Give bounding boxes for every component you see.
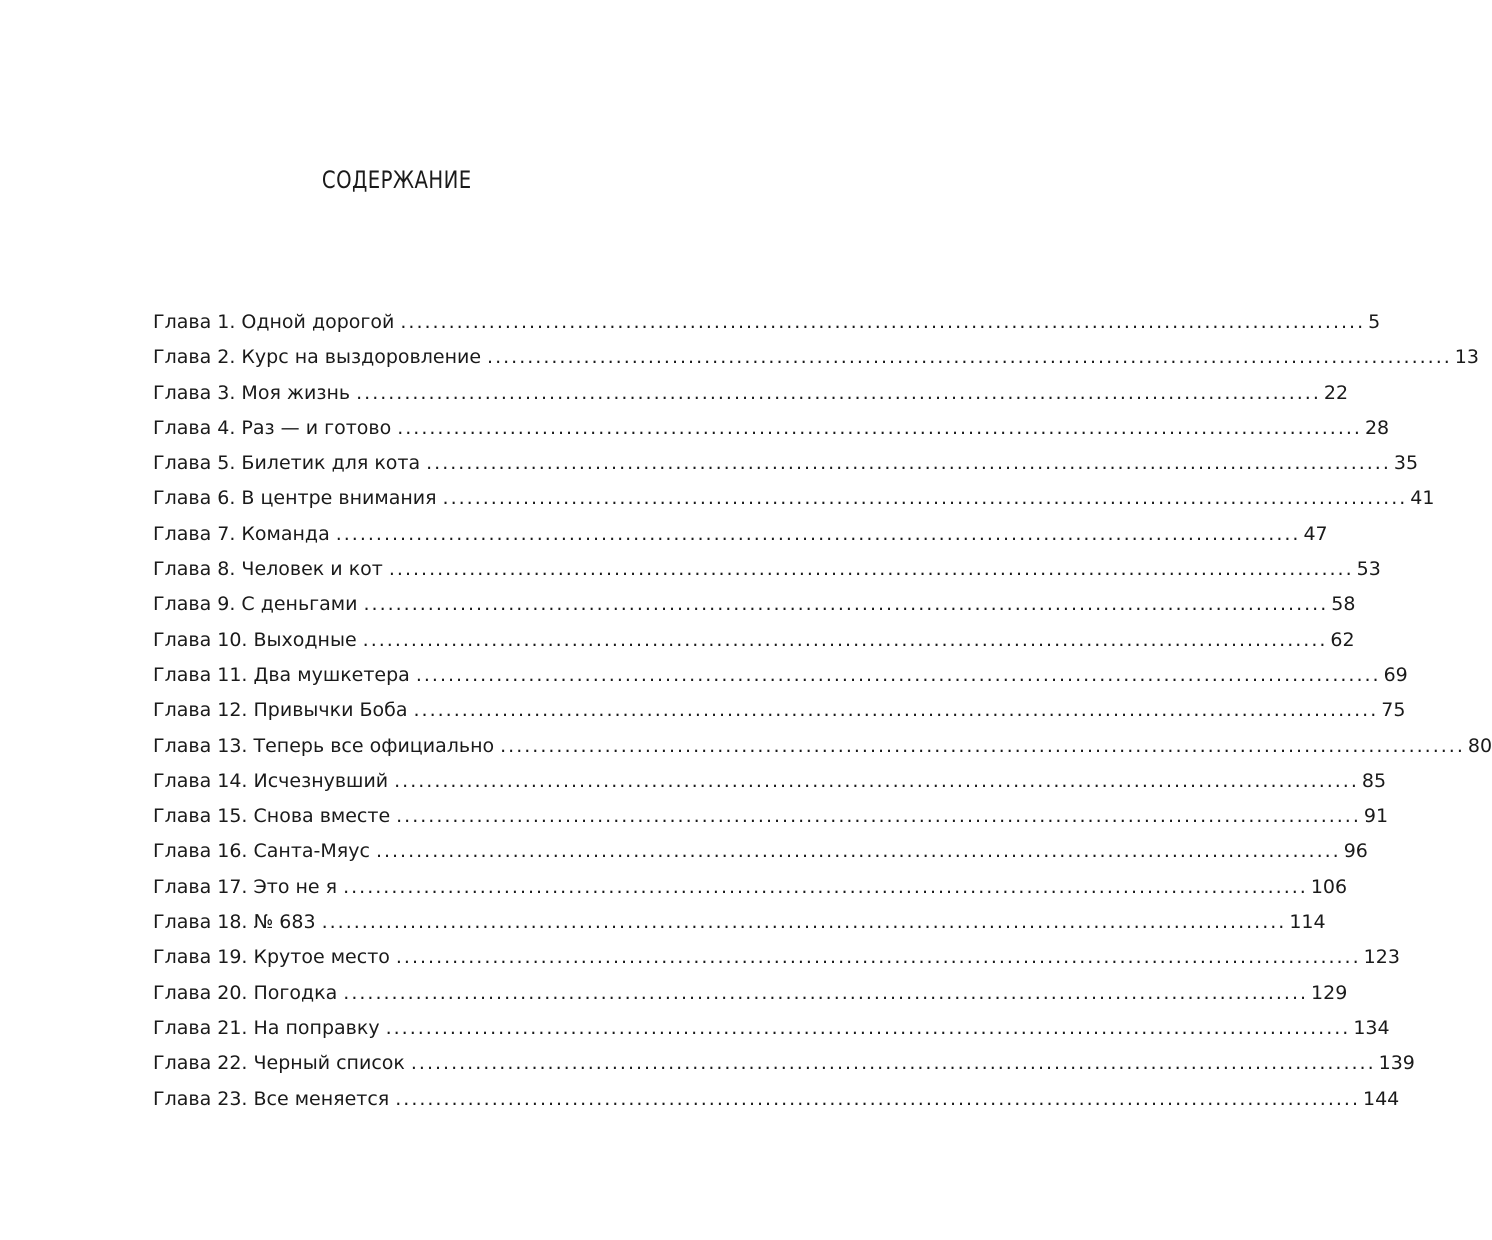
dot-leader: ........................................................................................................................ — [385, 1016, 1351, 1039]
dot-leader: ........................................................................................................................ — [363, 593, 1329, 616]
toc-entry-label: Глава 4. Раз — и готово — [153, 416, 392, 439]
toc-entry-label: Глава 21. На поправку — [153, 1016, 380, 1039]
toc-entry-label: Глава 7. Команда — [153, 522, 330, 545]
toc-entry-label: Глава 5. Билетик для кота — [153, 452, 421, 475]
dot-leader: ........................................................................................................................ — [362, 628, 1328, 651]
toc-entry-page-number: 62 — [1330, 628, 1355, 651]
toc-entry-label: Глава 6. В центре внимания — [153, 487, 437, 510]
toc-entry-page-number: 13 — [1454, 346, 1479, 369]
toc-entry — [153, 593, 1356, 628]
toc-entry-label: Глава 2. Курс на выздоровление — [153, 346, 482, 369]
toc-entry-page-number: 53 — [1356, 558, 1381, 581]
dot-leader: ........................................................................................................................ — [442, 487, 1408, 510]
toc-entry-page-number: 47 — [1303, 522, 1328, 545]
dot-leader: ........................................................................................................................ — [343, 981, 1309, 1004]
toc-entry-label: Глава 13. Теперь все официально — [153, 734, 495, 757]
toc-entry-page-number: 41 — [1410, 487, 1435, 510]
toc-entry-page-number: 96 — [1343, 840, 1368, 863]
toc-entry-page-number: 91 — [1363, 805, 1389, 828]
toc-entry — [153, 381, 1349, 417]
toc-entry-page-number: 106 — [1310, 875, 1348, 898]
dot-leader: ........................................................................................................................ — [410, 1052, 1376, 1075]
toc-entry — [153, 1087, 1400, 1123]
toc-entry — [153, 628, 1355, 664]
toc-entry-label: Глава 20. Погодка — [153, 981, 338, 1004]
toc-entry-page-number: 123 — [1363, 946, 1400, 969]
toc-entry-page-number: 114 — [1289, 911, 1326, 934]
dot-leader: ........................................................................................................................ — [335, 522, 1301, 545]
toc-entry-page-number: 80 — [1467, 734, 1492, 757]
toc-entry-page-number: 85 — [1361, 769, 1387, 792]
toc-entry-label: Глава 12. Привычки Боба — [153, 699, 408, 722]
toc-entry — [153, 1016, 1390, 1052]
dot-leader: ........................................................................................................................ — [395, 1087, 1360, 1110]
toc-entry — [153, 663, 1408, 699]
toc-entry-label: Глава 22. Черный список — [153, 1052, 405, 1075]
toc-entry — [153, 981, 1348, 1017]
toc-entry-page-number: 22 — [1323, 381, 1349, 404]
dot-leader: ........................................................................................................................ — [343, 875, 1308, 898]
toc-entry — [153, 946, 1400, 981]
toc-entry-page-number: 75 — [1381, 699, 1406, 722]
toc-entry — [153, 875, 1348, 911]
dot-leader: ........................................................................................................................ — [396, 805, 1361, 828]
toc-entry — [153, 769, 1387, 805]
toc-entry-label: Глава 1. Одной дорогой — [153, 311, 395, 333]
toc-entry-page-number: 5 — [1368, 311, 1381, 333]
toc-entry-label: Глава 18. № 683 — [153, 911, 316, 934]
dot-leader: ........................................................................................................................ — [500, 734, 1465, 757]
toc-entry — [153, 734, 1492, 770]
toc-entry-label: Глава 9. С деньгами — [153, 593, 358, 616]
toc-entry — [153, 558, 1381, 593]
dot-leader: ........................................................................................................................ — [397, 416, 1362, 439]
toc-entry — [153, 522, 1328, 558]
dot-leader: ........................................................................................................................ — [400, 311, 1366, 333]
toc-entry — [153, 840, 1368, 875]
toc-entry-label: Глава 10. Выходные — [153, 628, 357, 651]
dot-leader: ........................................................................................................................ — [487, 346, 1452, 369]
dot-leader: ........................................................................................................................ — [413, 699, 1379, 722]
dot-leader: ........................................................................................................................ — [426, 452, 1391, 475]
toc-entry-label: Глава 8. Человек и кот — [153, 558, 383, 581]
page-title: СОДЕРЖАНИЕ — [321, 166, 472, 194]
dot-leader: ........................................................................................................................ — [415, 663, 1381, 686]
toc-entry — [153, 311, 1381, 346]
toc-entry-label: Глава 15. Снова вместе — [153, 805, 391, 828]
dot-leader: ........................................................................................................................ — [395, 946, 1361, 969]
toc-entry-label: Глава 23. Все меняется — [153, 1087, 390, 1110]
toc-entry-label: Глава 14. Исчезнувший — [153, 769, 389, 792]
toc-entry — [153, 911, 1326, 946]
toc-entry — [153, 452, 1419, 487]
dot-leader: ........................................................................................................................ — [388, 558, 1354, 581]
toc-entry-page-number: 58 — [1331, 593, 1356, 616]
toc-entry-page-number: 144 — [1362, 1087, 1400, 1110]
toc-entry — [153, 416, 1390, 452]
toc-entry — [153, 487, 1435, 522]
toc-entry-label: Глава 19. Крутое место — [153, 946, 390, 969]
toc-entry-page-number: 35 — [1393, 452, 1419, 475]
dot-leader: ........................................................................................................................ — [394, 769, 1359, 792]
toc-entry-page-number: 28 — [1364, 416, 1390, 439]
toc-entry — [153, 1052, 1415, 1087]
toc-entry-label: Глава 16. Санта-Мяус — [153, 840, 370, 863]
dot-leader: ........................................................................................................................ — [375, 840, 1341, 863]
toc-entry-page-number: 129 — [1311, 981, 1348, 1004]
toc-entry-page-number: 134 — [1353, 1016, 1390, 1039]
table-of-contents — [153, 311, 1492, 1123]
toc-entry — [153, 346, 1479, 381]
toc-entry — [153, 805, 1389, 840]
toc-entry-label: Глава 11. Два мушкетера — [153, 663, 410, 686]
toc-entry-label: Глава 3. Моя жизнь — [153, 381, 351, 404]
dot-leader: ........................................................................................................................ — [321, 911, 1287, 934]
toc-entry — [153, 699, 1406, 734]
toc-entry-label: Глава 17. Это не я — [153, 875, 338, 898]
toc-entry-page-number: 69 — [1383, 663, 1408, 686]
toc-entry-page-number: 139 — [1378, 1052, 1415, 1075]
dot-leader: ........................................................................................................................ — [356, 381, 1321, 404]
